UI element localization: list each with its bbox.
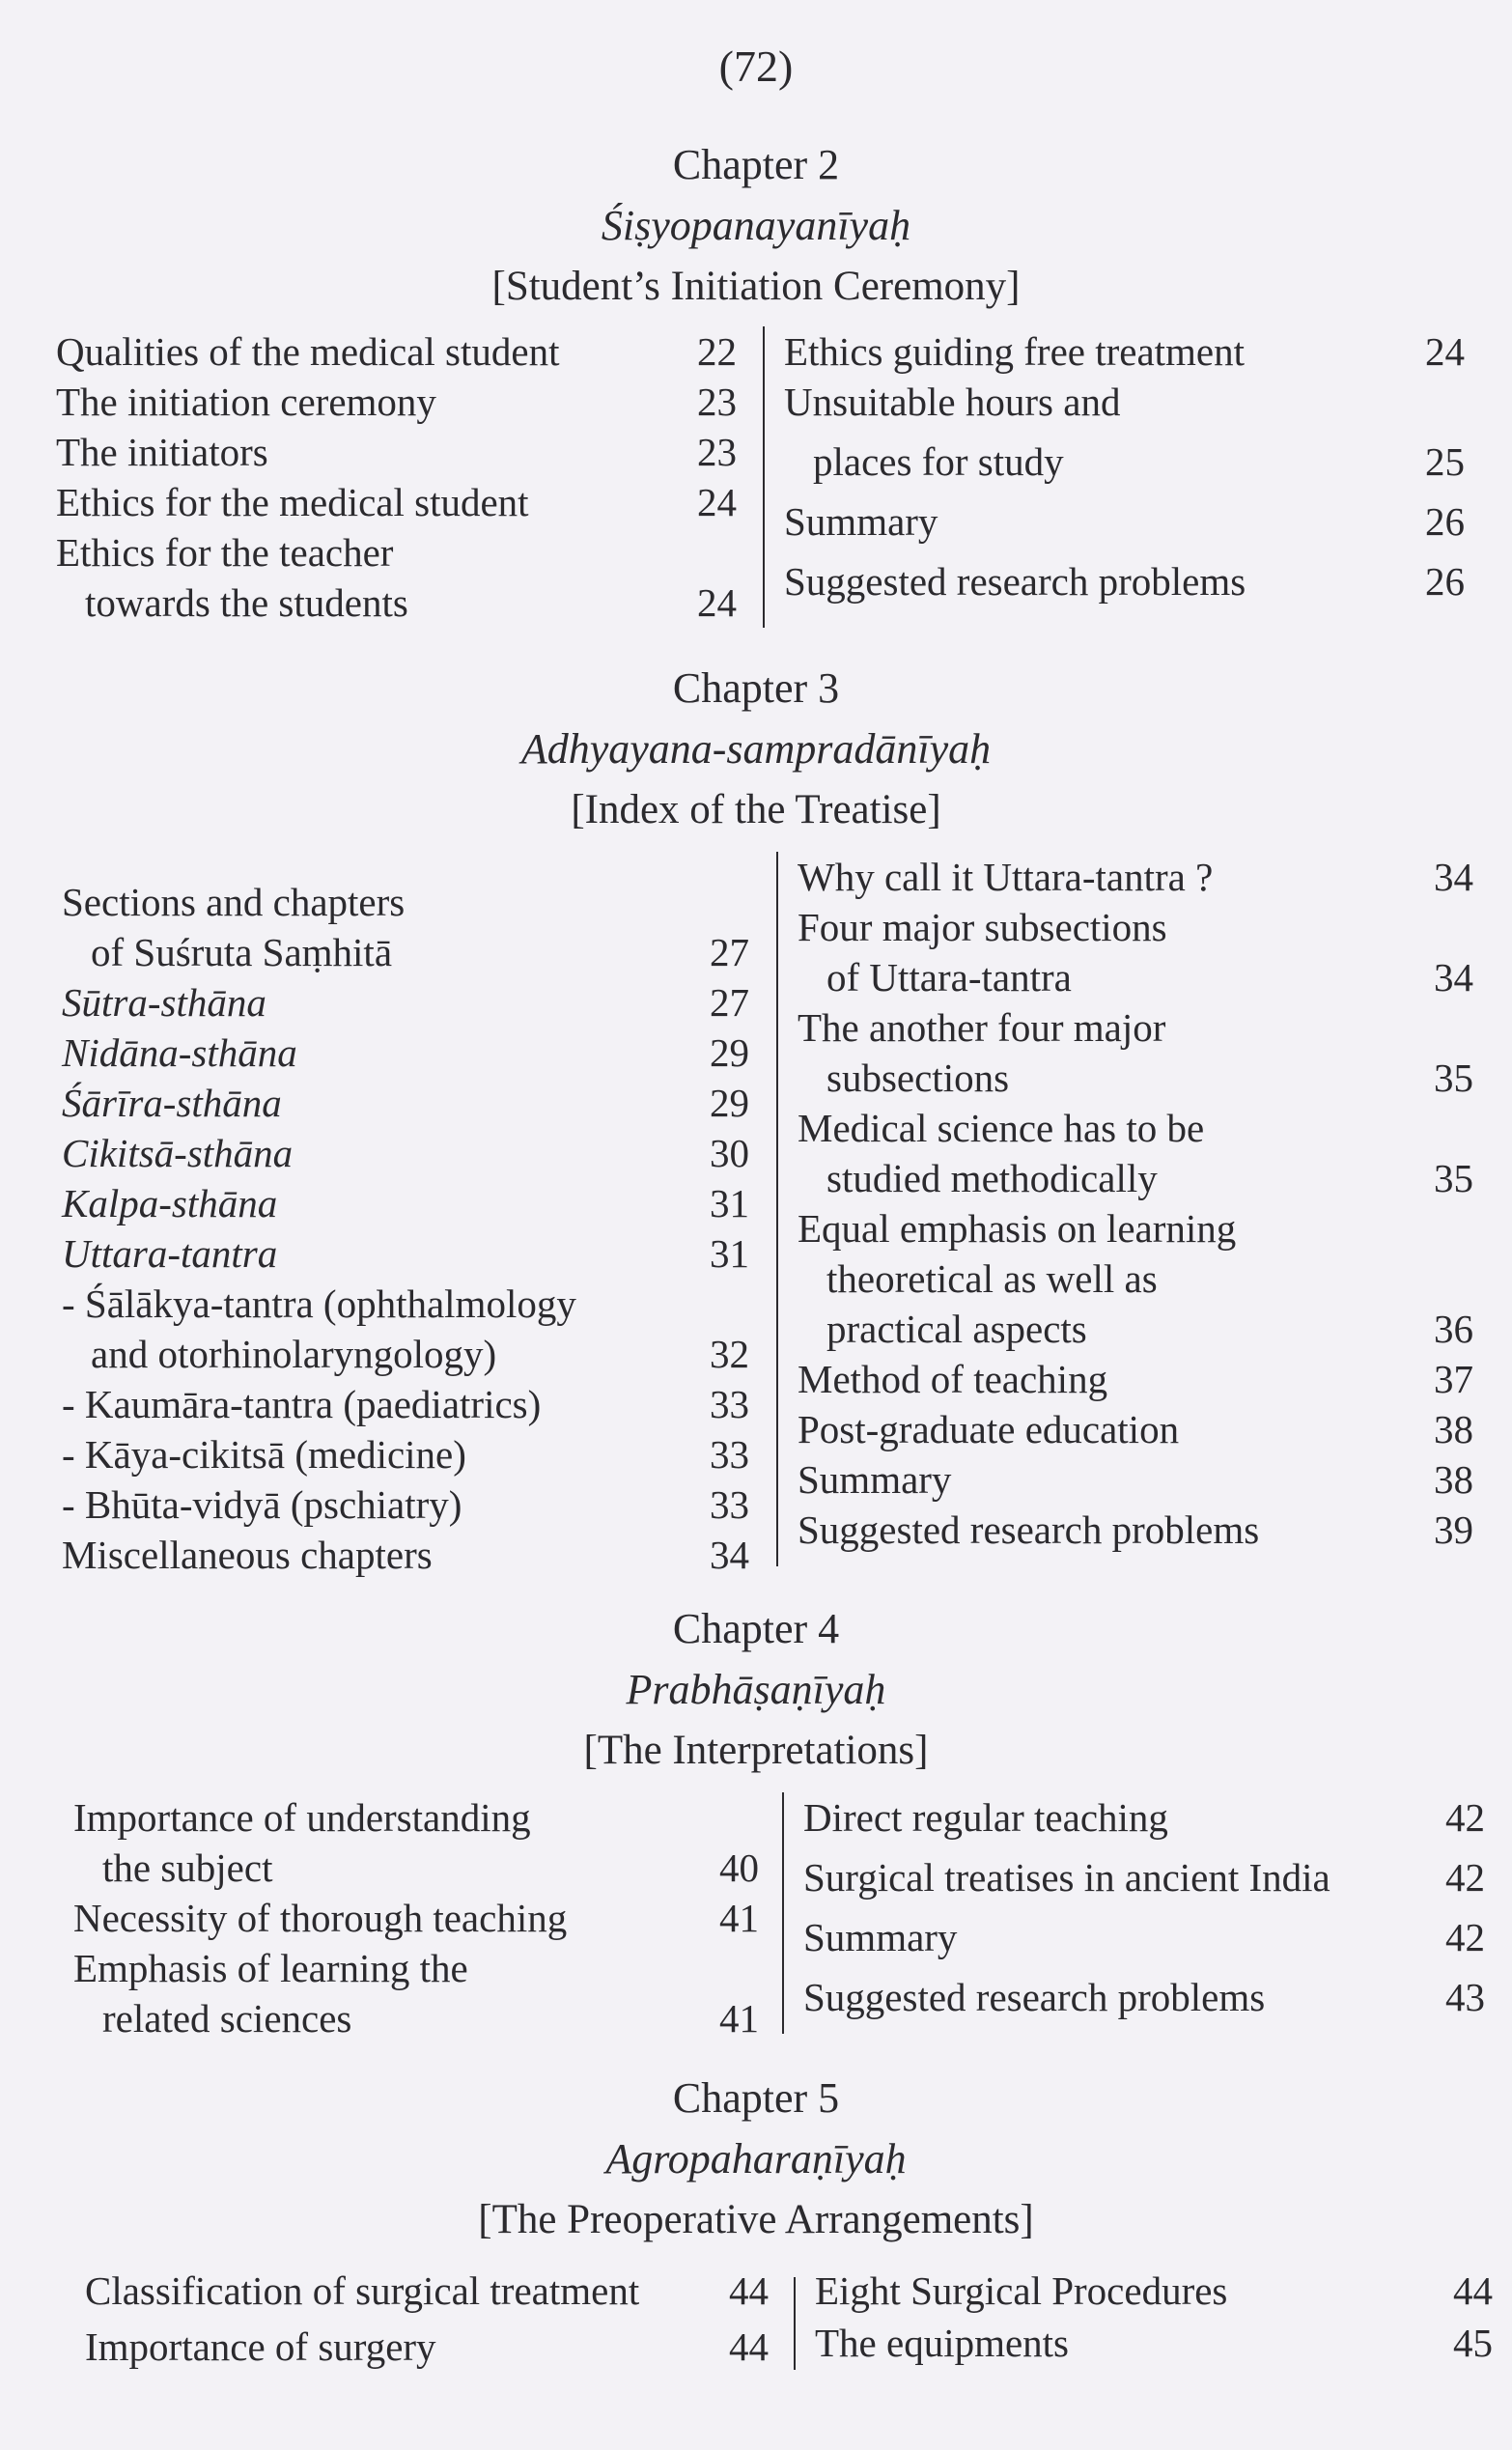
- chapter-title: Śiṣyopanayanīyaḥ: [601, 202, 911, 249]
- toc-entry: Suggested research problems 43: [803, 1975, 1485, 2019]
- chapter-3: [0, 659, 1512, 1577]
- page-number: (72): [718, 42, 794, 91]
- column-divider: [776, 852, 778, 1566]
- toc-entry: Importance of understanding: [73, 1795, 531, 1840]
- left-column: [62, 852, 749, 1580]
- toc-entry: - Kaumāra-tantra (paediatrics) 33: [62, 1382, 749, 1426]
- toc-entry: Unsuitable hours and: [784, 380, 1121, 424]
- toc-entry: Ethics guiding free treatment 24: [784, 329, 1465, 374]
- chapter-title: Prabhāṣaṇīyaḥ: [626, 1666, 886, 1713]
- toc-entry: places for study 25: [813, 439, 1465, 484]
- left-column: [73, 1792, 759, 2043]
- toc-entry: Necessity of thorough teaching 41: [73, 1896, 759, 1940]
- toc-entry: Ethics for the teacher: [56, 530, 394, 575]
- toc-entry: - Bhūta-vidyā (pschiatry) 33: [62, 1482, 749, 1527]
- toc-entry: Miscellaneous chapters 34: [62, 1533, 749, 1577]
- right-column: [784, 326, 1465, 606]
- toc-entry: Medical science has to be: [798, 1106, 1205, 1150]
- toc-entry: Sūtra-sthāna 27: [62, 980, 749, 1025]
- toc-entry: Uttara-tantra 31: [62, 1231, 749, 1276]
- chapter-2: [0, 135, 1512, 635]
- toc-entry: Surgical treatises in ancient India 42: [803, 1855, 1485, 1900]
- left-column: [56, 326, 737, 628]
- left-column: [85, 2266, 769, 2372]
- toc-entry: The equipments 45: [815, 2321, 1493, 2365]
- toc-entry: The another four major: [798, 1005, 1166, 1050]
- toc-entry: Ethics for the medical student 24: [56, 480, 737, 524]
- toc-entry: studied methodically 35: [826, 1156, 1473, 1200]
- toc-entry: Emphasis of learning the: [73, 1946, 468, 1990]
- toc-entry: Why call it Uttara-tantra ? 34: [798, 855, 1473, 899]
- toc-entry: - Kāya-cikitsā (medicine) 33: [62, 1432, 749, 1477]
- toc-entry: of Suśruta Saṃhitā 27: [91, 930, 749, 974]
- toc-entry: Suggested research problems 39: [798, 1507, 1473, 1552]
- chapter-5: [0, 2069, 1512, 2381]
- toc-entry: Summary 42: [803, 1915, 1485, 1959]
- toc-entry: Nidāna-sthāna 29: [62, 1030, 749, 1075]
- toc-entry: Kalpa-sthāna 31: [62, 1181, 749, 1225]
- toc-entry: Eight Surgical Procedures 44: [815, 2268, 1493, 2313]
- toc-entry: Summary 38: [798, 1457, 1473, 1502]
- right-column: [798, 852, 1473, 1555]
- toc-entry: The initiators 23: [56, 430, 737, 474]
- toc-entry: and otorhinolaryngology) 32: [91, 1332, 749, 1376]
- chapter-subtitle: [The Preoperative Arrangements]: [478, 2197, 1034, 2242]
- toc-entry: Classification of surgical treatment 44: [85, 2268, 769, 2313]
- chapter-subtitle: [Index of the Treatise]: [571, 787, 941, 832]
- chapter-heading: Chapter 3: [672, 664, 840, 712]
- chapter-subtitle: [The Interpretations]: [583, 1728, 929, 1773]
- toc-entry: - Śālākya-tantra (ophthalmology: [62, 1281, 576, 1326]
- toc-entry: Post-graduate education 38: [798, 1407, 1473, 1451]
- toc-entry: Sections and chapters: [62, 880, 406, 924]
- toc-entry: practical aspects 36: [826, 1307, 1473, 1351]
- chapter-heading: Chapter 5: [672, 2074, 840, 2122]
- toc-entry: Importance of surgery 44: [85, 2324, 769, 2369]
- toc-entry: Cikitsā-sthāna 30: [62, 1131, 749, 1175]
- right-column: [803, 1792, 1485, 2022]
- right-column: [815, 2266, 1493, 2368]
- chapter-subtitle: [Student’s Initiation Ceremony]: [491, 264, 1021, 309]
- chapter-title: Agropaharaṇīyaḥ: [605, 2135, 907, 2182]
- toc-entry: The initiation ceremony 23: [56, 380, 737, 424]
- chapter-heading: Chapter 4: [672, 1605, 840, 1652]
- toc-entry: of Uttara-tantra 34: [826, 955, 1473, 1000]
- chapter-title: Adhyayana-sampradānīyaḥ: [520, 725, 992, 773]
- toc-entry: Śārīra-sthāna 29: [62, 1081, 749, 1125]
- column-divider: [794, 2277, 796, 2370]
- toc-entry: Suggested research problems 26: [784, 559, 1465, 604]
- toc-entry: Direct regular teaching 42: [803, 1795, 1485, 1840]
- toc-entry: Summary 26: [784, 499, 1465, 544]
- toc-entry: Four major subsections: [798, 905, 1167, 949]
- toc-entry: subsections 35: [826, 1056, 1473, 1100]
- toc-entry: Equal emphasis on learning: [798, 1206, 1237, 1251]
- column-divider: [782, 1792, 784, 2034]
- chapter-4: [0, 1599, 1512, 2053]
- column-divider: [763, 326, 765, 628]
- toc-entry: related sciences 41: [102, 1996, 759, 2041]
- toc-entry: towards the students 24: [85, 580, 737, 625]
- toc-entry: Method of teaching 37: [798, 1357, 1473, 1401]
- chapter-heading: Chapter 2: [672, 141, 840, 188]
- toc-entry: the subject 40: [102, 1845, 759, 1890]
- toc-entry: Qualities of the medical student 22: [56, 329, 737, 374]
- toc-entry: theoretical as well as: [826, 1256, 1158, 1301]
